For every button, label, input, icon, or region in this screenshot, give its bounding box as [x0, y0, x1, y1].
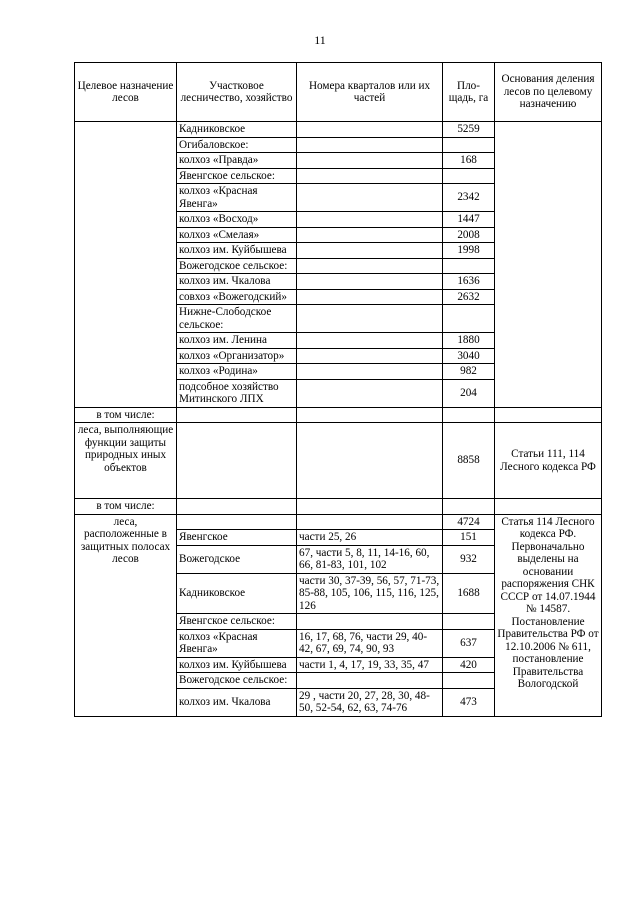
- forestry-cell: колхоз им. Ленина: [177, 333, 297, 349]
- protective-area: 8858: [443, 423, 495, 499]
- quarters-cell: 16, 17, 68, 76, части 29, 40-42, 67, 69, 74, 90, 93: [297, 629, 443, 657]
- area-cell: 2632: [443, 289, 495, 305]
- forestry-cell: колхоз «Восход»: [177, 212, 297, 228]
- quarters-cell: [297, 243, 443, 259]
- quarters-cell: [297, 348, 443, 364]
- table-row: [75, 514, 602, 530]
- quarters-cell: [297, 137, 443, 153]
- quarters-cell: [297, 379, 443, 407]
- area-cell: 5259: [443, 122, 495, 138]
- area-cell: 1880: [443, 333, 495, 349]
- forestry-cell: Явенгское: [177, 530, 297, 546]
- header-area: Пло-щадь, га: [443, 63, 495, 122]
- quarters-cell: [297, 153, 443, 169]
- quarters-cell: [297, 168, 443, 184]
- forestry-cell: колхоз «Красная Явенга»: [177, 184, 297, 212]
- quarters-cell: части 30, 37-39, 56, 57, 71-73, 85-88, 105, 106, 115, 116, 125, 126: [297, 573, 443, 614]
- quarters-cell: [297, 212, 443, 228]
- area-cell: 1688: [443, 573, 495, 614]
- area-cell: 1636: [443, 274, 495, 290]
- table-row: [75, 499, 602, 515]
- area-cell: 473: [443, 688, 495, 716]
- protective-basis: Статьи 111, 114 Лесного кодекса РФ: [495, 423, 602, 499]
- area-cell: 2008: [443, 227, 495, 243]
- area-cell: 2342: [443, 184, 495, 212]
- forestry-cell: Нижне-Слободское сельское:: [177, 305, 297, 333]
- forestry-cell: Явенгское сельское:: [177, 168, 297, 184]
- forestry-cell: колхоз «Красная Явенга»: [177, 629, 297, 657]
- area-cell: 3040: [443, 348, 495, 364]
- page-number: 11: [314, 33, 326, 47]
- quarters-cell: 67, части 5, 8, 11, 14-16, 60, 66, 81-83, 101, 102: [297, 545, 443, 573]
- forestry-cell: колхоз им. Куйбышева: [177, 243, 297, 259]
- area-cell: [443, 614, 495, 630]
- quarters-cell: 29 , части 20, 27, 28, 30, 48-50, 52-54, 62, 63, 74-76: [297, 688, 443, 716]
- header-quarters: Номера кварталов или их частей: [297, 63, 443, 122]
- area-cell: 204: [443, 379, 495, 407]
- forestry-cell: Кадниковское: [177, 573, 297, 614]
- forestry-cell: Вожегодское сельское:: [177, 258, 297, 274]
- area-cell: 982: [443, 364, 495, 380]
- quarters-cell: части 25, 26: [297, 530, 443, 546]
- including-label: в том числе:: [75, 407, 177, 423]
- forestry-cell: колхоз им. Чкалова: [177, 688, 297, 716]
- forestry-cell: колхоз «Правда»: [177, 153, 297, 169]
- forestry-cell: колхоз «Смелая»: [177, 227, 297, 243]
- quarters-cell: [297, 673, 443, 689]
- quarters-cell: [297, 289, 443, 305]
- quarters-cell: [297, 333, 443, 349]
- strips-total-area: 4724: [443, 514, 495, 530]
- area-cell: [443, 305, 495, 333]
- forestry-cell: совхоз «Вожегодский»: [177, 289, 297, 305]
- area-cell: 932: [443, 545, 495, 573]
- area-cell: 168: [443, 153, 495, 169]
- header-purpose: Целевое назначение лесов: [75, 63, 177, 122]
- forestry-cell: колхоз «Родина»: [177, 364, 297, 380]
- quarters-cell: [297, 227, 443, 243]
- area-cell: [443, 258, 495, 274]
- area-cell: 420: [443, 657, 495, 673]
- header-basis: Основания деления лесов по целевому назначению: [495, 63, 602, 122]
- table-row: [75, 407, 602, 423]
- area-cell: 1447: [443, 212, 495, 228]
- table-row: [75, 423, 602, 499]
- quarters-cell: [297, 274, 443, 290]
- forestry-cell: Огибаловское:: [177, 137, 297, 153]
- area-cell: [443, 168, 495, 184]
- header-forestry: Участковое лесничество, хозяйство: [177, 63, 297, 122]
- forestry-cell: колхоз им. Куйбышева: [177, 657, 297, 673]
- area-cell: 1998: [443, 243, 495, 259]
- table-row: [75, 122, 602, 138]
- forestry-cell: Вожегодское: [177, 545, 297, 573]
- area-cell: [443, 137, 495, 153]
- quarters-cell: [297, 122, 443, 138]
- forest-purpose-table: [74, 62, 602, 717]
- quarters-cell: [297, 364, 443, 380]
- quarters-cell: [297, 258, 443, 274]
- including-label: в том числе:: [75, 499, 177, 515]
- forestry-cell: Явенгское сельское:: [177, 614, 297, 630]
- quarters-cell: [297, 614, 443, 630]
- forestry-cell: подсобное хозяйство Митинского ЛПХ: [177, 379, 297, 407]
- strips-basis: Статья 114 Лесного кодекса РФ. Первоначально выделены на основании распоряжения СНК СССР от 14.07.1944 № 14587. Постановление Правительства РФ от 12.10.2006 № 611, постановление Правительства Вологодской: [495, 514, 602, 716]
- quarters-cell: части 1, 4, 17, 19, 33, 35, 47: [297, 657, 443, 673]
- basis-cell-empty: [495, 122, 602, 408]
- forestry-cell: Вожегодское сельское:: [177, 673, 297, 689]
- quarters-cell: [297, 305, 443, 333]
- table-header-row: [75, 63, 602, 122]
- protective-purpose: леса, выполняющие функции защиты природных иных объектов: [75, 423, 177, 499]
- forestry-cell: колхоз «Организатор»: [177, 348, 297, 364]
- area-cell: 637: [443, 629, 495, 657]
- area-cell: [443, 673, 495, 689]
- quarters-cell: [297, 184, 443, 212]
- strips-purpose: леса, расположенные в защитных полосах лесов: [75, 514, 177, 716]
- forestry-cell: Кадниковское: [177, 122, 297, 138]
- purpose-cell-empty: [75, 122, 177, 408]
- area-cell: 151: [443, 530, 495, 546]
- forestry-cell: колхоз им. Чкалова: [177, 274, 297, 290]
